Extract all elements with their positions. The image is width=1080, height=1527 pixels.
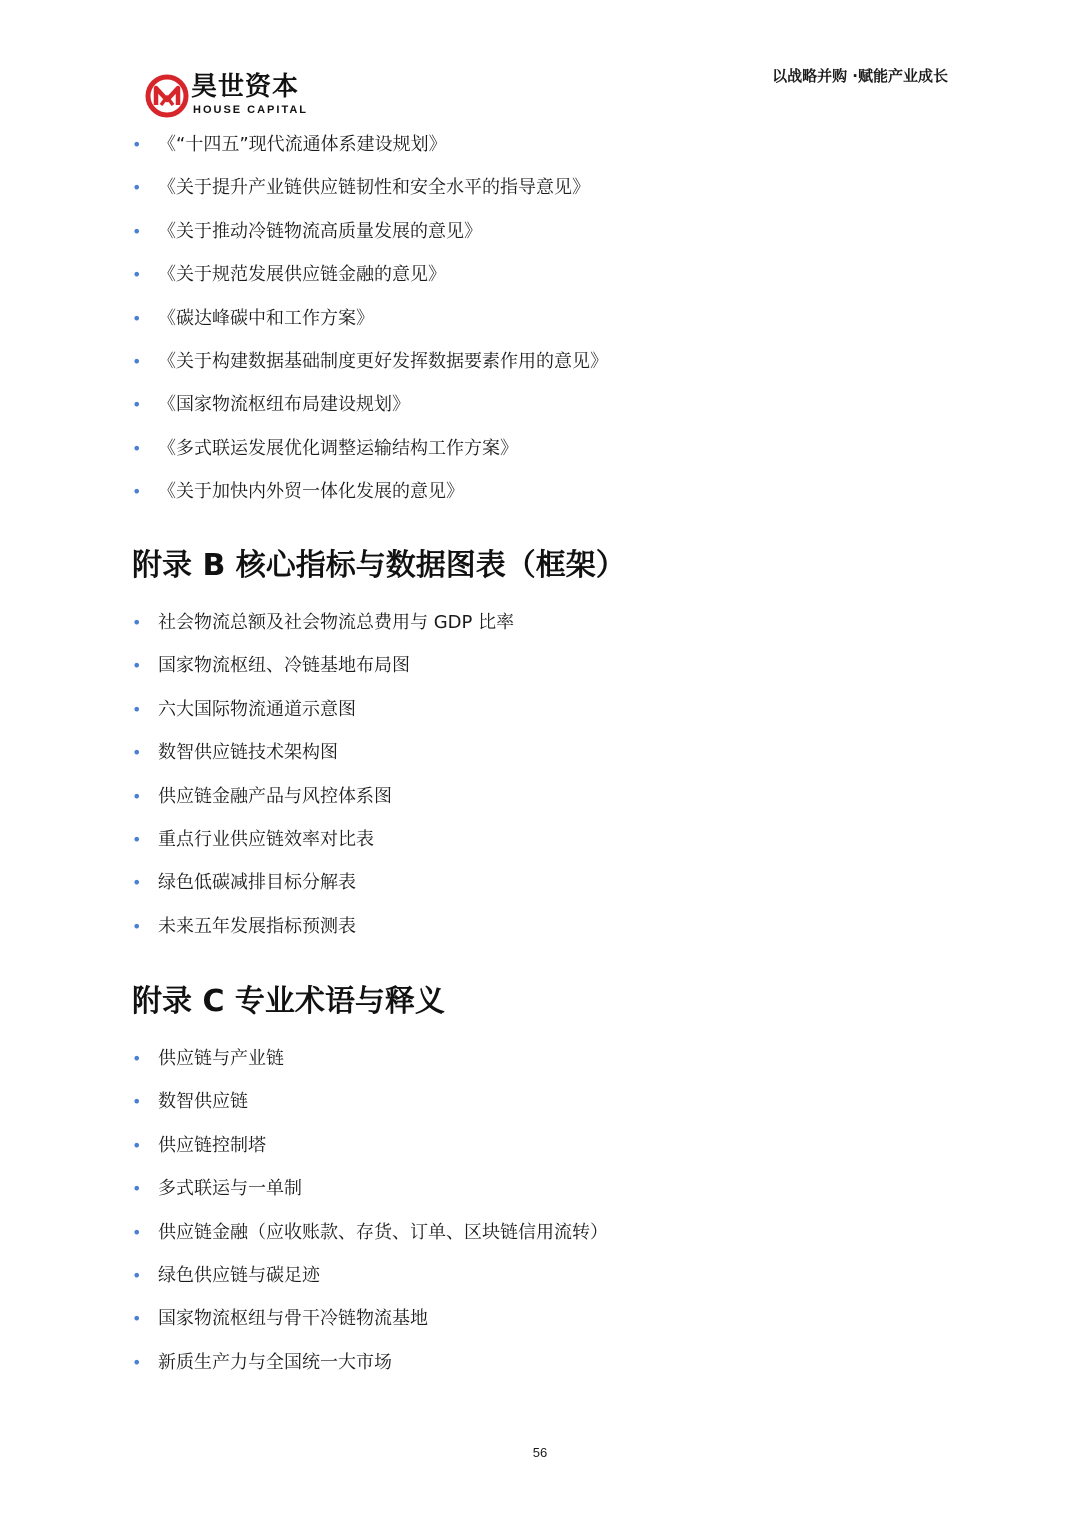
list-item-text: 《碳达峰碳中和工作方案》 xyxy=(158,307,374,329)
list-item-text: 数智供应链 xyxy=(158,1091,248,1113)
list-item-text: 《国家物流枢纽布局建设规划》 xyxy=(158,394,410,416)
list-item-text: 新质生产力与全国统一大市场 xyxy=(158,1351,392,1373)
page-number: 56 xyxy=(532,1445,548,1460)
list-item-text: 《关于提升产业链供应链韧性和安全水平的指导意见》 xyxy=(158,177,590,199)
bullet-icon: • xyxy=(132,743,142,763)
bullet-icon: • xyxy=(132,1092,142,1112)
bullet-icon: • xyxy=(132,1135,142,1155)
list-item-text: 绿色供应链与碳足迹 xyxy=(158,1264,320,1286)
list-item-text: 绿色低碳减排目标分解表 xyxy=(158,872,356,894)
list-item-text: 供应链控制塔 xyxy=(158,1134,266,1156)
list-item-text: 《关于加快内外贸一体化发展的意见》 xyxy=(158,481,464,503)
bullet-icon: • xyxy=(132,1222,142,1242)
bullet-icon: • xyxy=(132,351,142,371)
bullet-icon: • xyxy=(132,1352,142,1372)
list-item-text: 《关于规范发展供应链金融的意见》 xyxy=(158,264,446,286)
bullet-icon: • xyxy=(132,1309,142,1329)
bullet-icon: • xyxy=(132,482,142,502)
bullet-icon: • xyxy=(132,613,142,632)
list-item-text: 《多式联运发展优化调整运输结构工作方案》 xyxy=(158,437,518,459)
company-logo xyxy=(145,72,325,120)
list-item-text: 重点行业供应链效率对比表 xyxy=(158,828,374,850)
list-item-text: 未来五年发展指标预测表 xyxy=(158,915,356,937)
appendix-b-heading: 附录 B 核心指标与数据图表（框架） xyxy=(132,548,626,583)
bullet-icon: • xyxy=(132,1049,142,1068)
list-item-text: 《“十四五”现代流通体系建设规划》 xyxy=(158,134,447,155)
bullet-icon: • xyxy=(132,916,142,936)
bullet-icon: • xyxy=(132,873,142,893)
logo-chinese-name: 昊世资本 xyxy=(191,72,300,102)
bullet-icon: • xyxy=(132,829,142,849)
list-item-text: 国家物流枢纽、冷链基地布局图 xyxy=(158,655,410,677)
list-item-text: 数智供应链技术架构图 xyxy=(158,742,338,764)
list-item-text: 六大国际物流通道示意图 xyxy=(158,698,356,720)
bullet-icon: • xyxy=(132,786,142,806)
bullet-icon: • xyxy=(132,265,142,285)
bullet-icon: • xyxy=(132,308,142,328)
list-item-text: 《关于推动冷链物流高质量发展的意见》 xyxy=(158,220,482,242)
bullet-icon: • xyxy=(132,438,142,458)
list-item-text: 社会物流总额及社会物流总费用与 GDP 比率 xyxy=(158,612,515,633)
bullet-icon: • xyxy=(132,395,142,415)
list-item-text: 国家物流枢纽与骨干冷链物流基地 xyxy=(158,1308,428,1330)
list-item-text: 《关于构建数据基础制度更好发挥数据要素作用的意见》 xyxy=(158,350,608,372)
list-item-text: 供应链与产业链 xyxy=(158,1048,284,1069)
list-item-text: 供应链金融（应收账款、存货、订单、区块链信用流转） xyxy=(158,1221,608,1243)
bullet-icon: • xyxy=(132,1265,142,1285)
house-capital-logo-mark xyxy=(145,74,189,118)
header-slogan: 以战略并购 ·赋能产业成长 xyxy=(772,67,948,85)
bullet-icon: • xyxy=(132,135,142,154)
bullet-icon: • xyxy=(132,178,142,198)
bullet-icon: • xyxy=(132,221,142,241)
list-item-text: 多式联运与一单制 xyxy=(158,1178,302,1200)
list-item-text: 供应链金融产品与风控体系图 xyxy=(158,785,392,807)
appendix-c-heading: 附录 C 专业术语与释义 xyxy=(132,984,445,1019)
bullet-icon: • xyxy=(132,699,142,719)
bullet-icon: • xyxy=(132,1179,142,1199)
logo-english-name: HOUSE CAPITAL xyxy=(193,104,309,116)
bullet-icon: • xyxy=(132,656,142,676)
